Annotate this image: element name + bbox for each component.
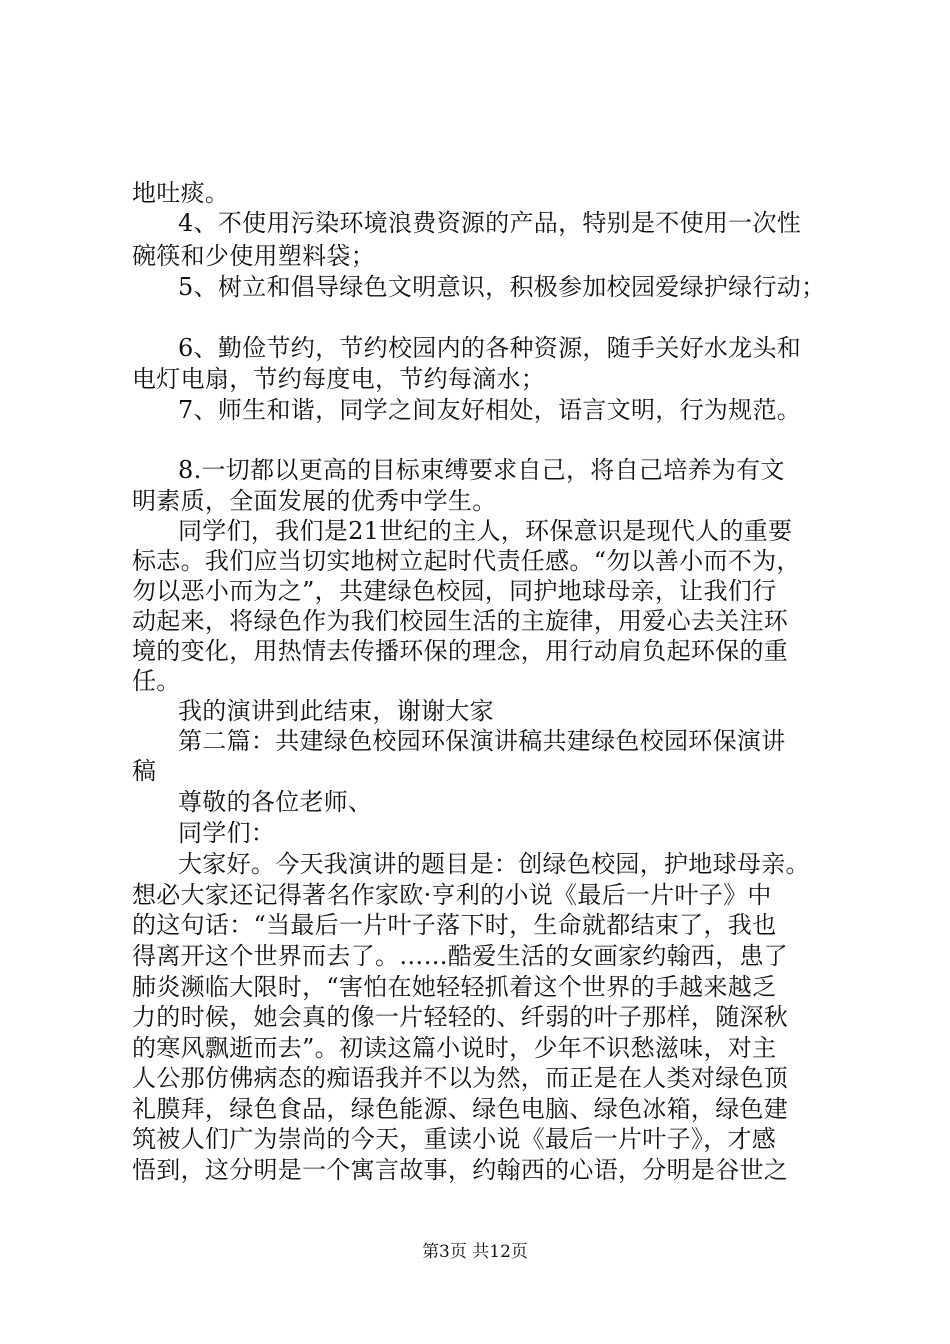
text-line: 标志。我们应当切实地树立起时代责任感。“勿以善小而不为，	[132, 547, 801, 575]
text-line: 力的时候，她会真的像一片轻轻的、纤弱的叶子那样，随深秋	[132, 1003, 789, 1031]
text-line: 电灯电扇，节约每度电，节约每滴水；	[132, 365, 546, 393]
text-line: 礼膜拜，绿色食品，绿色能源、绿色电脑、绿色冰箱，绿色建	[132, 1095, 789, 1123]
text-line: 5、树立和倡导绿色文明意识，积极参加校园爱绿护绿行动；	[178, 273, 826, 301]
text-line: 8.一切都以更高的目标束缚要求自己，将自己培养为有文	[178, 456, 785, 484]
text-line: 6、勤俭节约，节约校园内的各种资源，随手关好水龙头和	[178, 334, 802, 362]
salutation: 同学们：	[178, 819, 276, 847]
text-line: 4、不使用污染环境浪费资源的产品，特别是不使用一次性	[178, 209, 802, 237]
text-line: 地吐痰。	[132, 179, 230, 207]
text-line: 筑被人们广为崇尚的今天，重读小说《最后一片叶子》，才感	[132, 1125, 777, 1153]
text-line: 想必大家还记得著名作家欧·亨利的小说《最后一片叶子》中	[132, 881, 772, 909]
text-line: 任。	[132, 667, 181, 695]
section-heading: 第二篇：共建绿色校园环保演讲稿共建绿色校园环保演讲	[178, 727, 786, 755]
text-line: 勿以恶小而为之”，共建绿色校园，同护地球母亲，让我们行	[132, 577, 777, 605]
text-line: 大家好。今天我演讲的题目是：创绿色校园，护地球母亲。	[178, 850, 810, 878]
salutation: 尊敬的各位老师、	[178, 788, 373, 816]
text-line: 悟到，这分明是一个寓言故事，约翰西的心语，分明是谷世之	[132, 1156, 789, 1184]
text-line: 同学们，我们是21世纪的主人，环保意识是现代人的重要	[178, 517, 793, 545]
text-line: 的这句话：“当最后一片叶子落下时，生命就都结束了，我也	[132, 911, 777, 939]
text-line: 得离开这个世界而去了。……酷爱生活的女画家约翰西，患了	[132, 942, 789, 970]
page-number-footer: 第3页 共12页	[422, 1242, 528, 1262]
text-line: 碗筷和少使用塑料袋；	[132, 242, 375, 270]
text-line: 动起来，将绿色作为我们校园生活的主旋律，用爱心去关注环	[132, 607, 789, 635]
text-line: 肺炎濒临大限时，“害怕在她轻轻抓着这个世界的手越来越乏	[132, 973, 777, 1001]
text-line: 境的变化，用热情去传播环保的理念，用行动肩负起环保的重	[132, 637, 789, 665]
text-line: 我的演讲到此结束，谢谢大家	[178, 697, 494, 725]
text-line: 人公那仿佛病态的痴语我并不以为然，而正是在人类对绿色顶	[132, 1064, 789, 1092]
text-line: 7、师生和谐，同学之间友好相处，语言文明，行为规范。	[178, 396, 802, 424]
text-line: 的寒风飘逝而去”。初读这篇小说时，少年不识愁滋味，对主	[132, 1034, 777, 1062]
text-line: 明素质，全面发展的优秀中学生。	[132, 487, 497, 515]
section-heading: 稿	[132, 757, 157, 785]
